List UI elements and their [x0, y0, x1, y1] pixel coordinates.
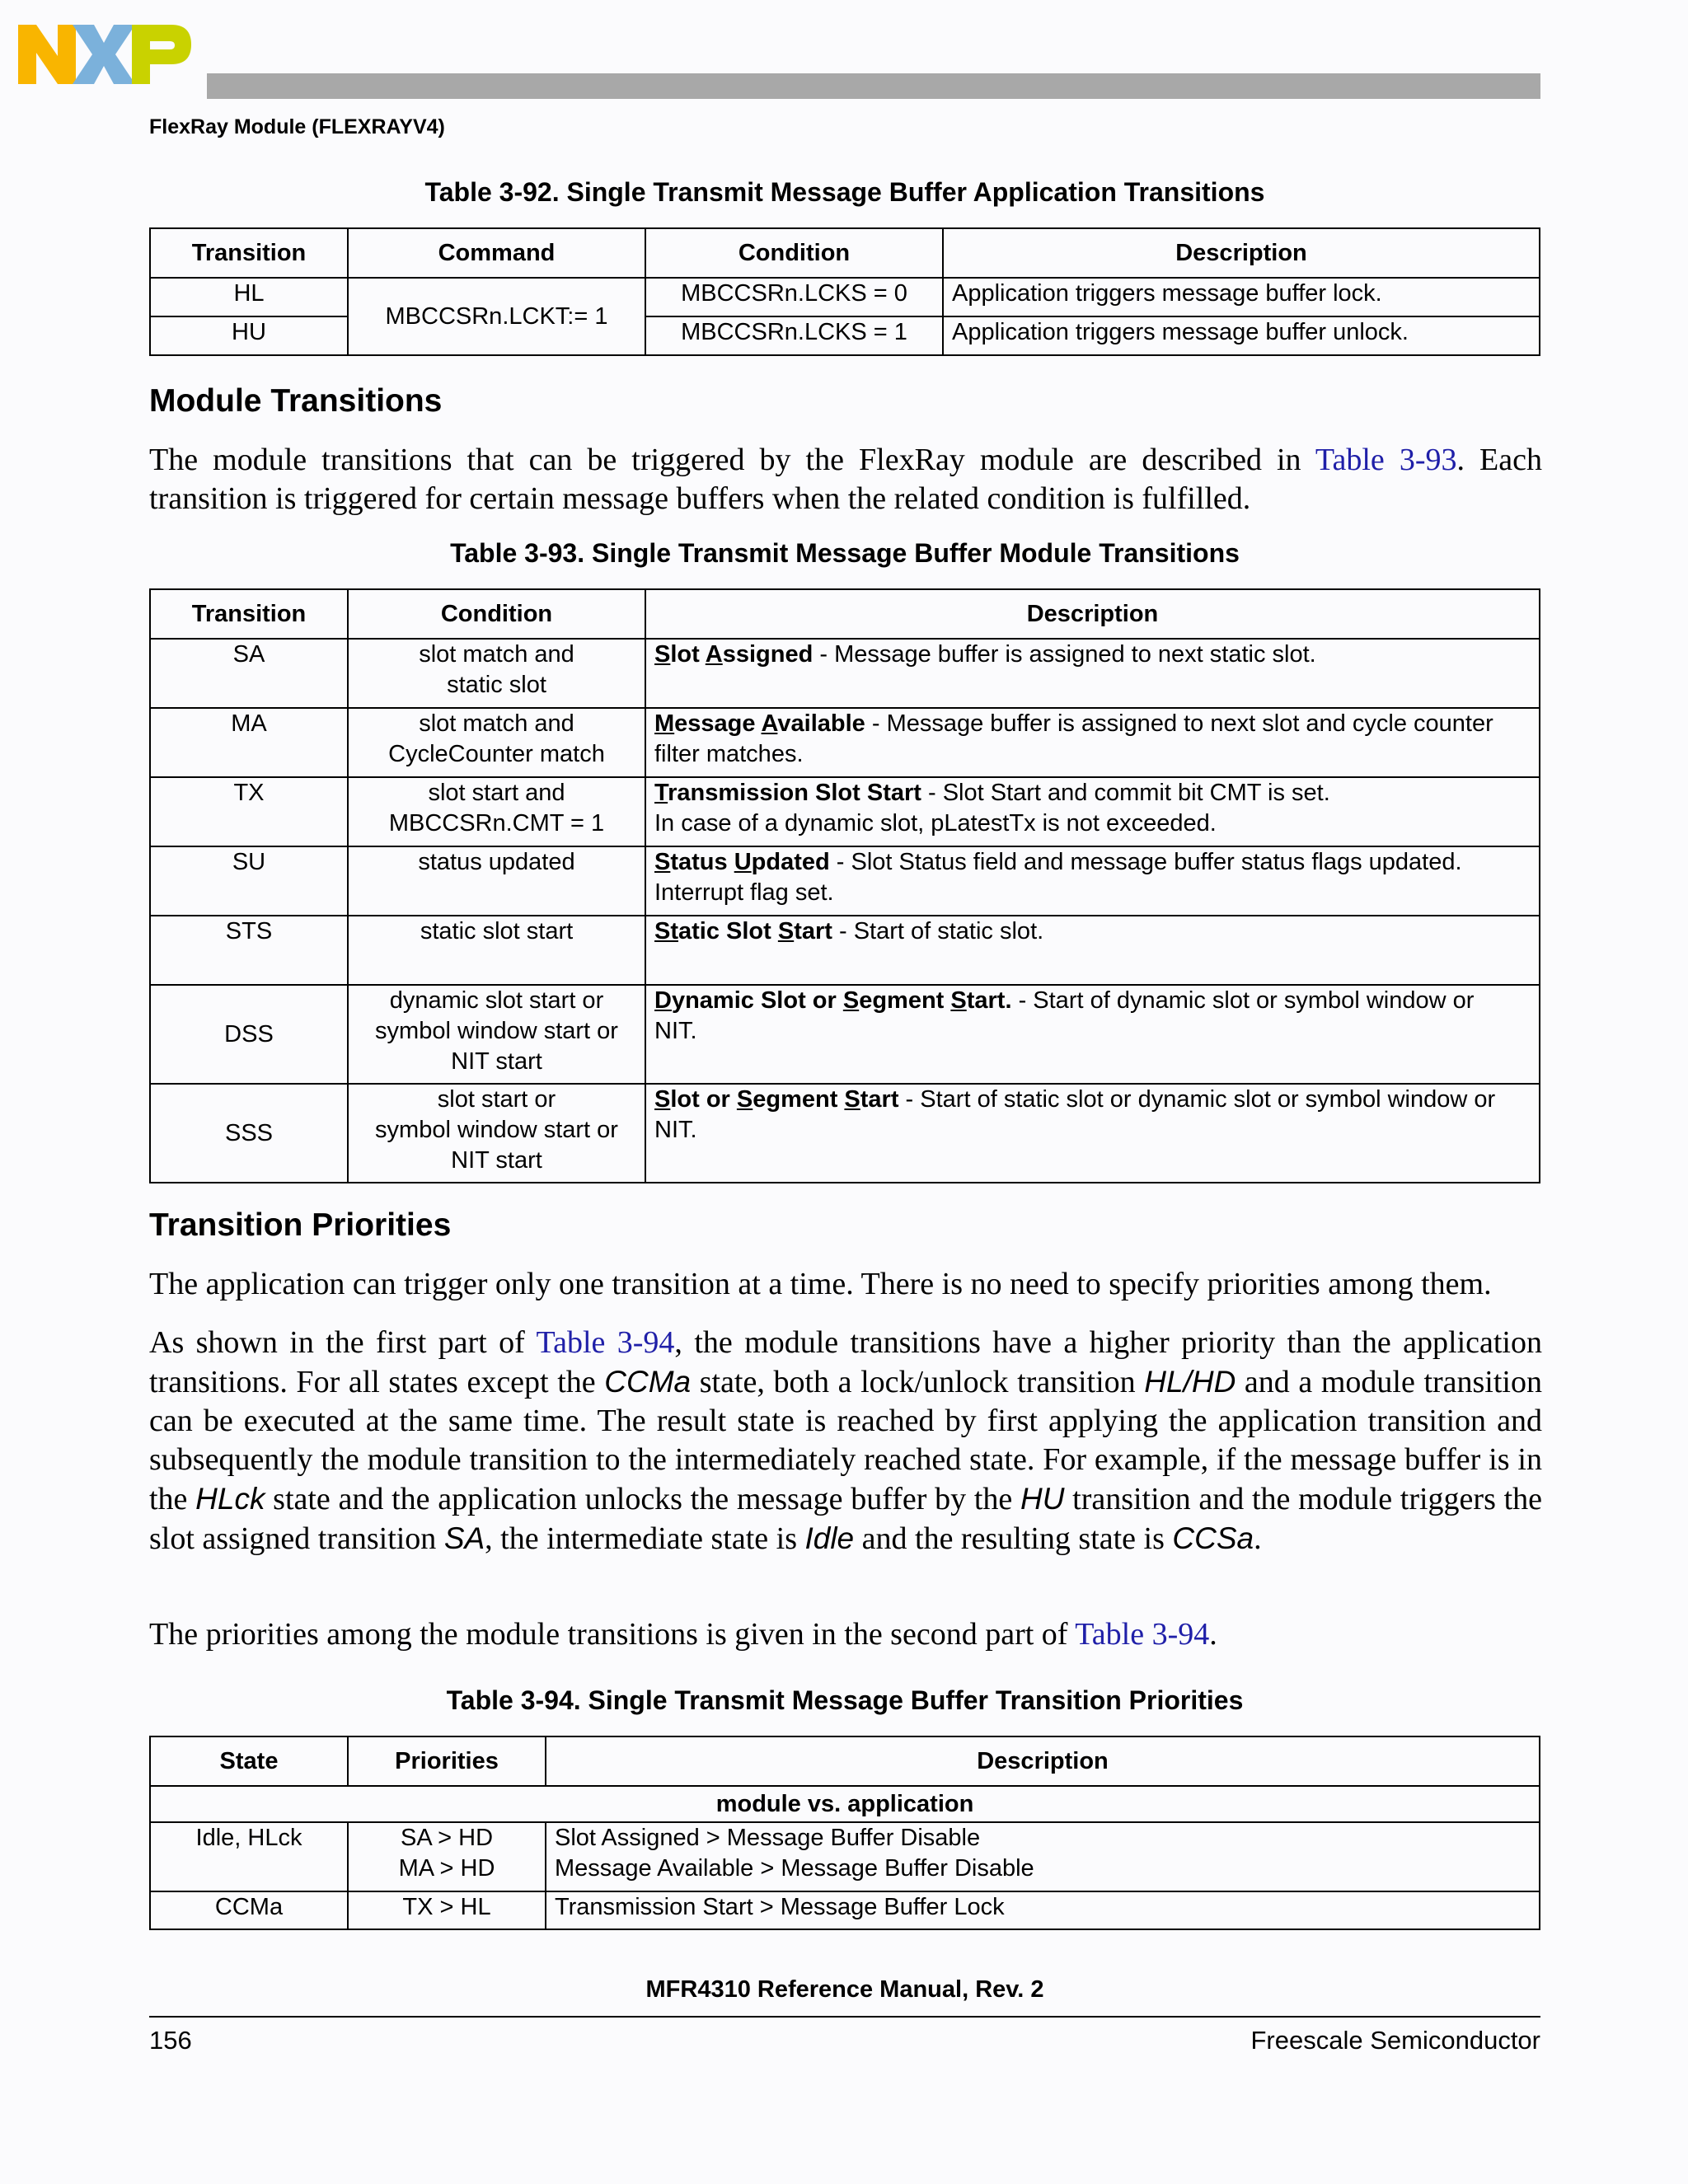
paragraph: As shown in the first part of Table 3-94, the module transitions have a higher priority than the application transitions. For all states except the CCMa state, both a lock/unlock transition HL/HD and a module transition can be executed at the same time. The result state is reached by first applying the application transition and subsequently the module transition to the intermediately reached state. For example, if the message buffer is in the HLck state and the application unlocks the message buffer by the HU transition and the module triggers the slot assigned transition SA, the intermediate state is Idle and the resulting state is CCSa.: [149, 1325, 1542, 1556]
cell-transition: SU: [150, 846, 348, 916]
cell-transition: HL: [150, 278, 348, 316]
link-table-3-94[interactable]: Table 3-94: [536, 1325, 675, 1360]
cell-transition: MA: [150, 708, 348, 777]
cell-condition: slot start or symbol window start or NIT start: [348, 1084, 645, 1183]
cell-condition: MBCCSRn.LCKS = 0: [645, 278, 943, 316]
col-header: Transition: [150, 589, 348, 639]
cell-state: Idle, HLck: [150, 1822, 348, 1891]
cell-description: Transmission Slot Start - Slot Start and commit bit CMT is set. In case of a dynamic slot, pLatestTx is not exceeded.: [645, 777, 1540, 846]
footer-divider: [149, 2016, 1540, 2018]
cell-transition: SSS: [150, 1084, 348, 1183]
table-row: [150, 278, 1540, 316]
col-header: Transition: [150, 228, 348, 278]
company-name: Freescale Semiconductor: [1250, 2026, 1540, 2055]
cell-transition: DSS: [150, 985, 348, 1084]
cell-condition: status updated: [348, 846, 645, 916]
col-header: Description: [943, 228, 1540, 278]
cell-description: Application triggers message buffer lock.: [943, 278, 1540, 316]
table-row: [150, 846, 1540, 916]
link-table-3-93[interactable]: Table 3-93: [1315, 443, 1457, 477]
table-row: [150, 1822, 1540, 1891]
table-3-92-caption: Table 3-92. Single Transmit Message Buffer Application Transitions: [424, 177, 1265, 207]
cell-transition: STS: [150, 916, 348, 985]
table-subheader: module vs. application: [150, 1786, 1540, 1822]
col-header: Condition: [348, 589, 645, 639]
table-row: [150, 777, 1540, 846]
table-3-93: [149, 588, 1540, 1183]
cell-transition: SA: [150, 639, 348, 708]
table-row: [150, 916, 1540, 985]
header-bar: [207, 73, 1540, 99]
table-3-92: [149, 227, 1540, 356]
cell-condition: slot start and MBCCSRn.CMT = 1: [348, 777, 645, 846]
section-heading-transition-priorities: Transition Priorities: [149, 1207, 452, 1243]
cell-description: Application triggers message buffer unlock.: [943, 316, 1540, 355]
link-table-3-94[interactable]: Table 3-94: [1075, 1617, 1210, 1652]
footer-manual-title: MFR4310 Reference Manual, Rev. 2: [645, 1976, 1044, 2003]
col-header: Condition: [645, 228, 943, 278]
cell-condition: MBCCSRn.LCKS = 1: [645, 316, 943, 355]
table-row: [150, 985, 1540, 1084]
cell-description: Message Available - Message buffer is assigned to next slot and cycle counter filter matches.: [645, 708, 1540, 777]
col-header: Command: [348, 228, 645, 278]
col-header: Priorities: [348, 1736, 546, 1786]
cell-transition: TX: [150, 777, 348, 846]
paragraph: The priorities among the module transitions is given in the second part of Table 3-94.: [149, 1617, 1217, 1652]
cell-condition: slot match and CycleCounter match: [348, 708, 645, 777]
cell-description: Slot Assigned - Message buffer is assigned to next static slot.: [645, 639, 1540, 708]
cell-description: Static Slot Start - Start of static slot.: [645, 916, 1540, 985]
table-row: [150, 1084, 1540, 1183]
col-header: Description: [546, 1736, 1540, 1786]
table-row: [150, 1891, 1540, 1929]
cell-priorities: TX > HL: [348, 1891, 546, 1929]
cell-transition: HU: [150, 316, 348, 355]
cell-condition: dynamic slot start or symbol window start or NIT start: [348, 985, 645, 1084]
table-3-94: [149, 1736, 1540, 1930]
running-head: FlexRay Module (FLEXRAYV4): [149, 115, 445, 138]
cell-priorities: SA > HD MA > HD: [348, 1822, 546, 1891]
cell-description: Transmission Start > Message Buffer Lock: [546, 1891, 1540, 1929]
table-3-94-caption: Table 3-94. Single Transmit Message Buffer Transition Priorities: [446, 1685, 1244, 1715]
table-row: [150, 639, 1540, 708]
table-3-93-caption: Table 3-93. Single Transmit Message Buffer Module Transitions: [450, 538, 1240, 568]
paragraph: The application can trigger only one transition at a time. There is no need to specify priorities among them.: [149, 1267, 1492, 1301]
cell-state: CCMa: [150, 1891, 348, 1929]
paragraph: The module transitions that can be triggered by the FlexRay module are described in Table 3-93. Each transition is triggered for certain message buffers when the related condition is fulfilled.: [149, 443, 1542, 516]
cell-description: Status Updated - Slot Status field and message buffer status flags updated. Interrupt flag set.: [645, 846, 1540, 916]
page-number: 156: [149, 2026, 192, 2055]
col-header: Description: [645, 589, 1540, 639]
cell-command: MBCCSRn.LCKT:= 1: [348, 278, 645, 355]
section-heading-module-transitions: Module Transitions: [149, 383, 443, 419]
col-header: State: [150, 1736, 348, 1786]
cell-description: Dynamic Slot or Segment Start. - Start of dynamic slot or symbol window or NIT.: [645, 985, 1540, 1084]
table-row: [150, 708, 1540, 777]
nxp-logo: [18, 18, 191, 91]
cell-description: Slot or Segment Start - Start of static slot or dynamic slot or symbol window or NIT.: [645, 1084, 1540, 1183]
cell-condition: slot match and static slot: [348, 639, 645, 708]
cell-description: Slot Assigned > Message Buffer Disable Message Available > Message Buffer Disable: [546, 1822, 1540, 1891]
cell-condition: static slot start: [348, 916, 645, 985]
